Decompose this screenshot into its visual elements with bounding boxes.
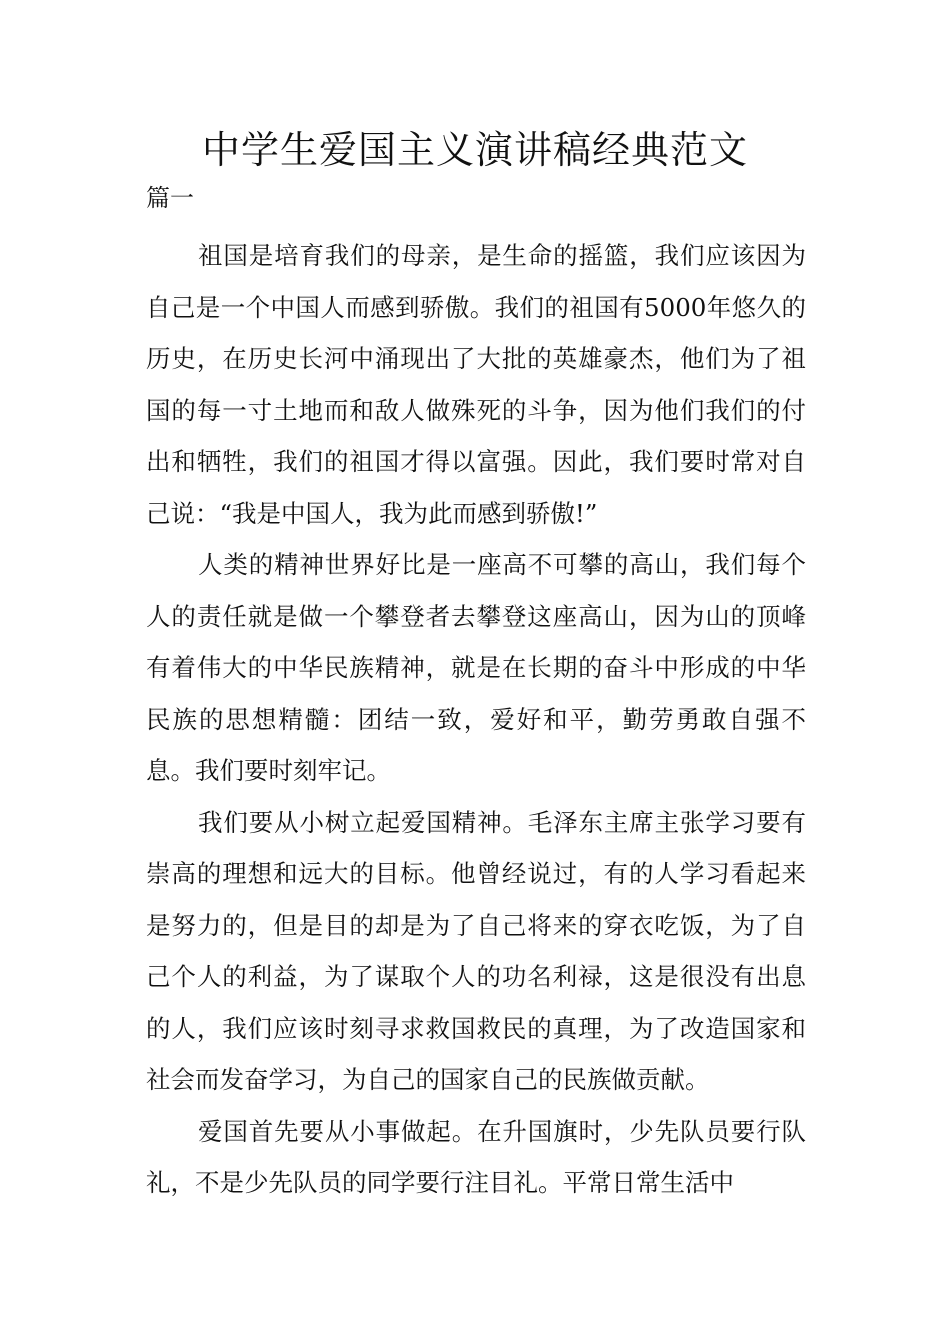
document-body (146, 230, 806, 1209)
paragraph-2: 人类的精神世界好比是一座高不可攀的高山，我们每个人的责任就是做一个攀登者去攀登这座高山，因为山的顶峰有着伟大的中华民族精神，就是在长期的奋斗中形成的中华民族的思想精髓：团结一致，爱好和平，勤劳勇敢自强不息。我们要时刻牢记。 (146, 550, 806, 785)
paragraph-1: 祖国是培育我们的母亲，是生命的摇篮，我们应该因为自己是一个中国人而感到骄傲。我们的祖国有5000年悠久的历史，在历史长河中涌现出了大批的英雄豪杰，他们为了祖国的每一寸土地而和敌人做殊死的斗争，因为他们我们的付出和牺牲，我们的祖国才得以富强。因此，我们要时常对自己说：“我是中国人，我为此而感到骄傲!” (146, 241, 806, 528)
paragraph-3: 我们要从小树立起爱国精神。毛泽东主席主张学习要有崇高的理想和远大的目标。他曾经说过，有的人学习看起来是努力的，但是目的却是为了自己将来的穿衣吃饭，为了自己个人的利益，为了谋取个人的功名利禄，这是很没有出息的人，我们应该时刻寻求救国救民的真理，为了改造国家和社会而发奋学习，为自己的国家自己的民族做贡献。 (146, 807, 806, 1094)
section-label: 篇一 (146, 184, 194, 212)
paragraph-4: 爱国首先要从小事做起。在升国旗时，少先队员要行队礼，不是少先队员的同学要行注目礼。平常日常生活中 (146, 1116, 806, 1197)
document-title: 中学生爱国主义演讲稿经典范文 (201, 128, 748, 172)
